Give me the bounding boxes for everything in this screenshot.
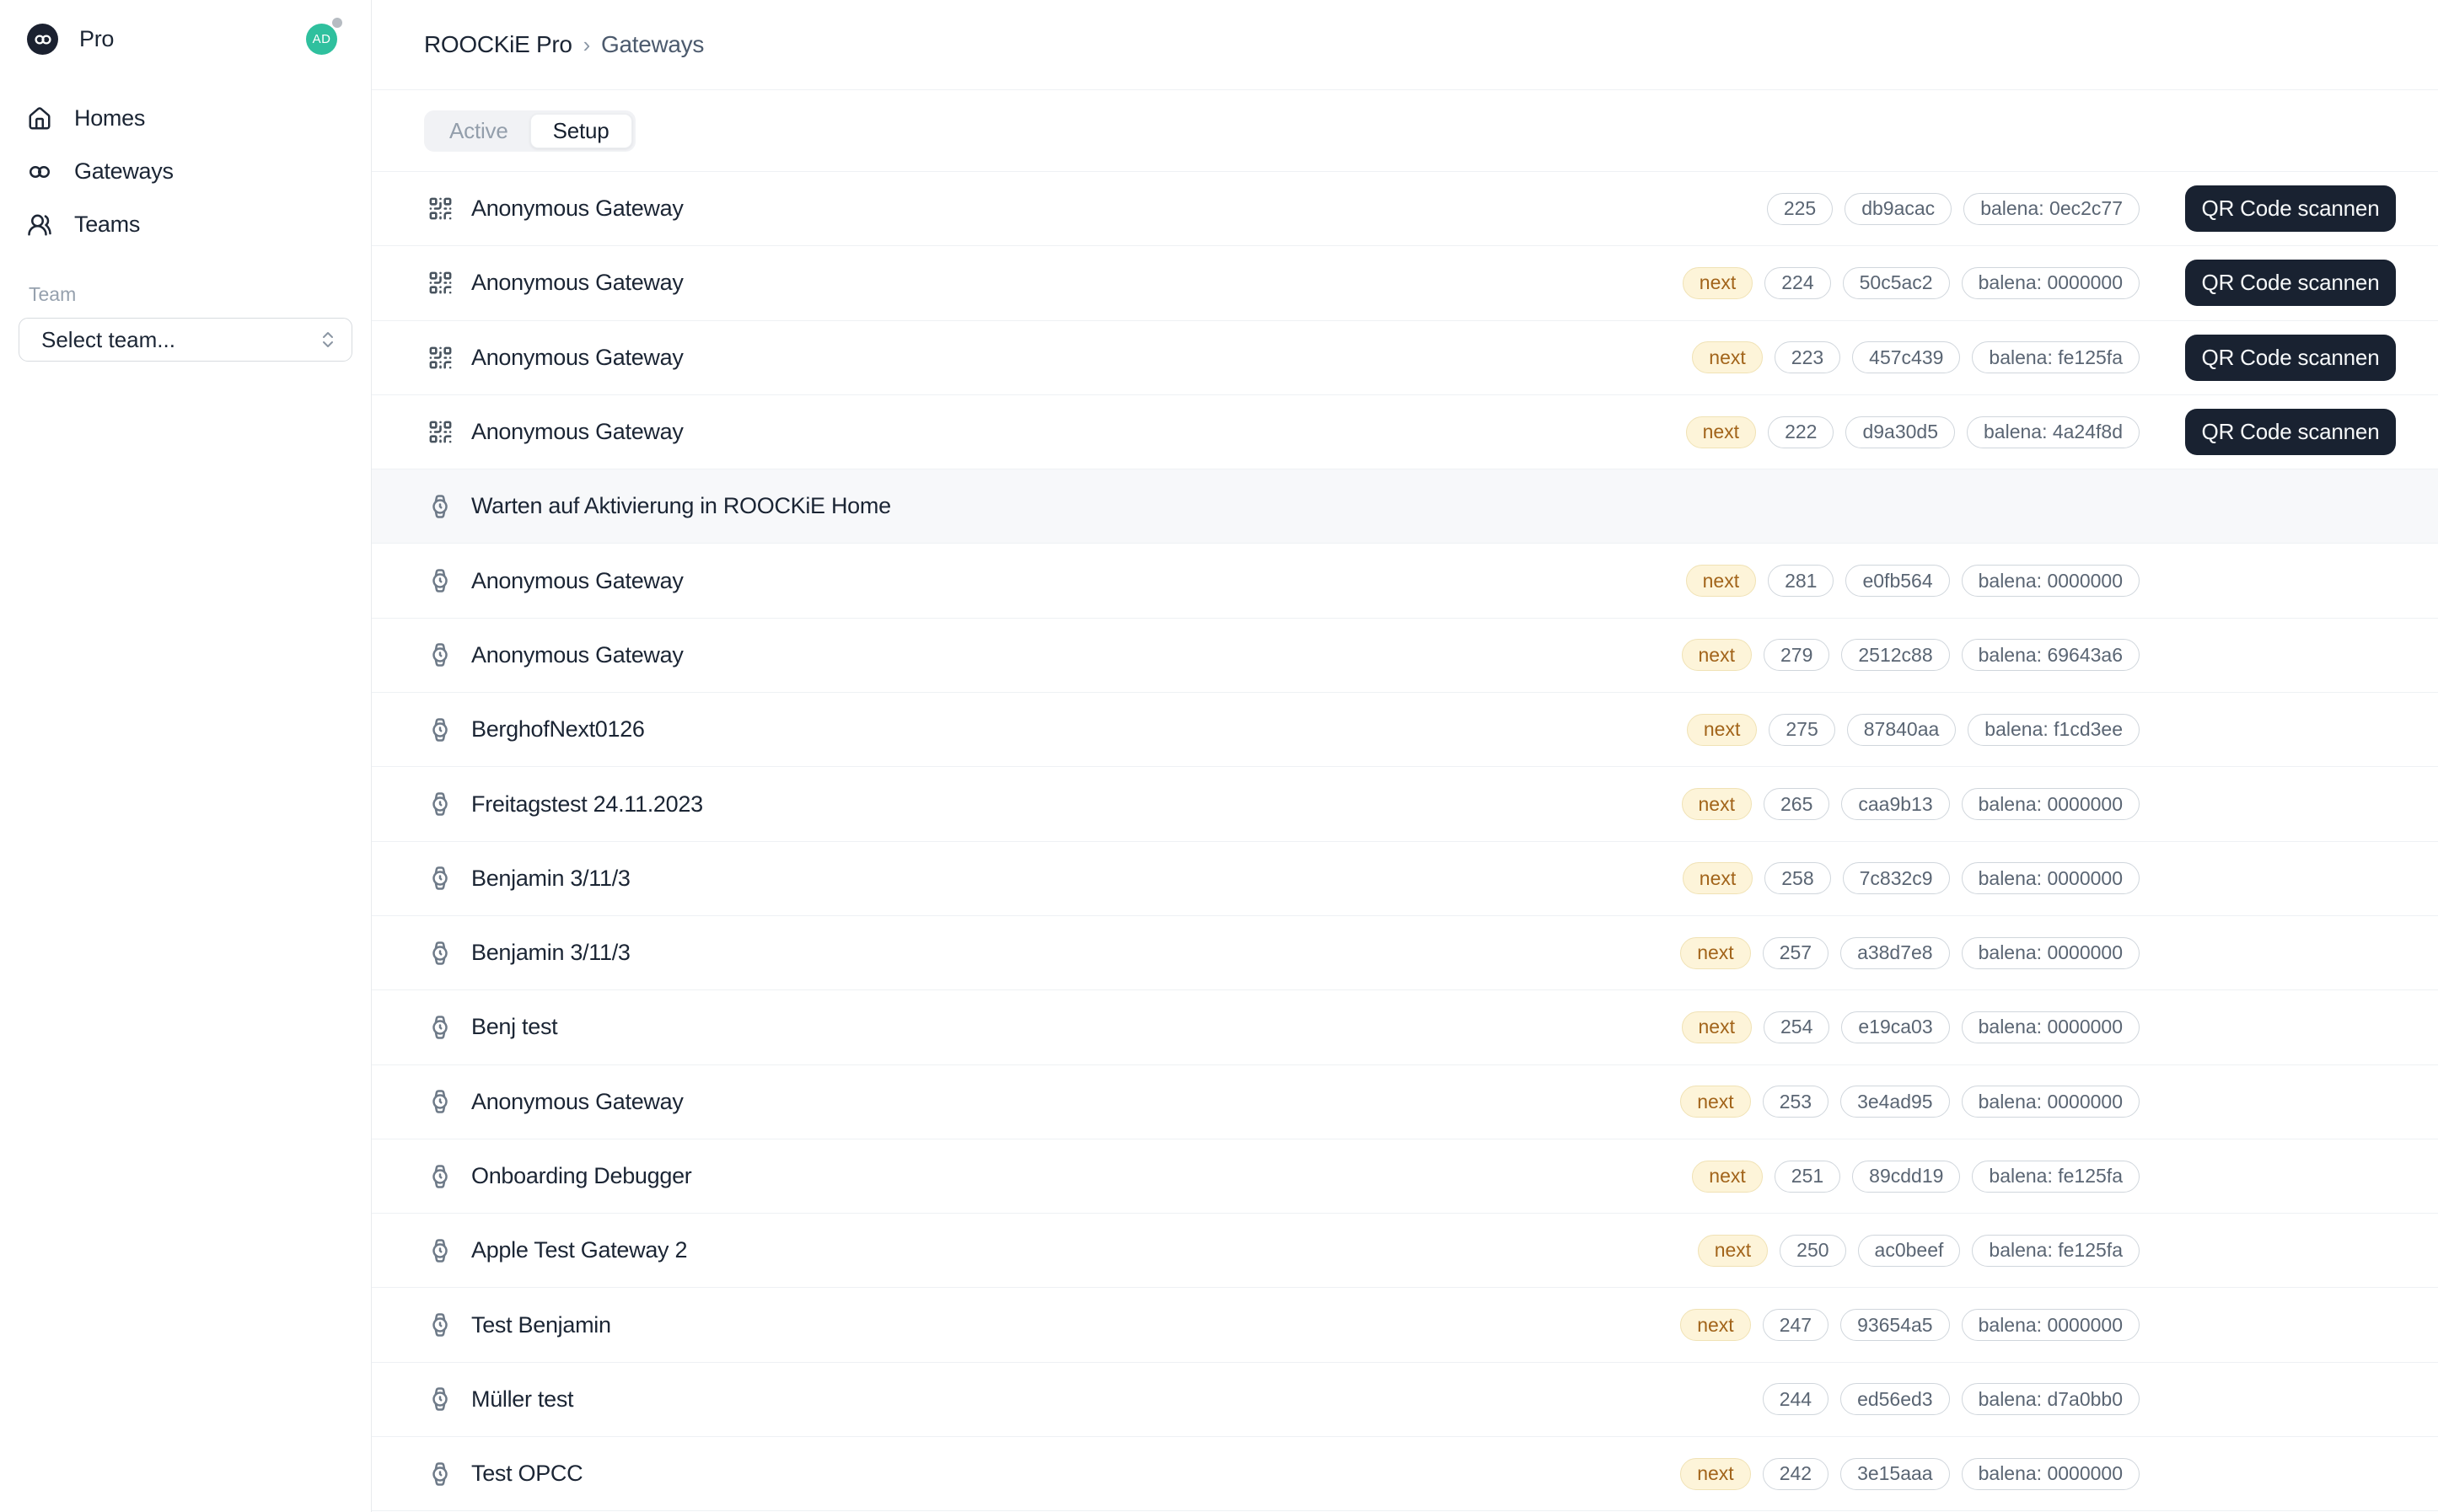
row-badges — [1692, 1161, 2140, 1193]
sidebar-nav — [0, 92, 371, 251]
gateway-table — [372, 171, 2438, 1512]
gateway-name: Freitagstest 24.11.2023 — [471, 791, 703, 817]
gateway-name: Test OPCC — [471, 1461, 583, 1487]
users-icon — [27, 212, 52, 238]
balena-badge: balena: 0000000 — [1962, 862, 2140, 894]
balena-badge: balena: 0000000 — [1962, 1011, 2140, 1043]
balena-badge: balena: 0000000 — [1962, 937, 2140, 969]
watch-icon — [426, 494, 454, 519]
balena-badge: balena: 0000000 — [1962, 1458, 2140, 1490]
table-row[interactable] — [372, 321, 2438, 395]
watch-icon — [426, 1164, 454, 1189]
number-badge: 265 — [1764, 788, 1829, 820]
team-section-label: Team — [29, 283, 77, 305]
next-badge: next — [1686, 416, 1756, 448]
number-badge: 225 — [1767, 193, 1833, 225]
watch-icon — [426, 1312, 454, 1338]
number-badge: 224 — [1764, 267, 1830, 299]
table-row[interactable] — [372, 693, 2438, 767]
hash-badge: 3e4ad95 — [1840, 1086, 1950, 1118]
breadcrumb — [424, 31, 704, 58]
row-badges — [1682, 1011, 2140, 1043]
gateway-name: Anonymous Gateway — [471, 344, 684, 370]
qr-scan-button[interactable]: QR Code scannen — [2185, 409, 2396, 455]
gateway-name: Test Benjamin — [471, 1311, 611, 1338]
gateway-name: Anonymous Gateway — [471, 270, 684, 296]
table-row[interactable] — [372, 916, 2438, 990]
table-row[interactable] — [372, 1139, 2438, 1214]
breadcrumb-root[interactable]: ROOCKiE Pro — [424, 31, 572, 57]
watch-icon — [426, 717, 454, 743]
number-badge: 223 — [1775, 341, 1840, 373]
balena-badge: balena: fe125fa — [1972, 1235, 2140, 1267]
number-badge: 279 — [1764, 639, 1829, 671]
hash-badge: caa9b13 — [1841, 788, 1949, 820]
sidebar-item-teams[interactable] — [19, 198, 352, 251]
balena-badge: balena: fe125fa — [1972, 1161, 2140, 1193]
watch-icon — [426, 1089, 454, 1114]
gateway-name: Onboarding Debugger — [471, 1163, 692, 1188]
balena-badge: balena: 0000000 — [1962, 1309, 2140, 1341]
next-badge: next — [1686, 565, 1756, 597]
brand[interactable] — [27, 24, 114, 55]
hash-badge: 50c5ac2 — [1843, 267, 1950, 299]
row-badges — [1680, 1309, 2140, 1341]
home-icon — [27, 106, 52, 131]
brand-name: Pro — [79, 26, 115, 51]
qr-button-slot — [2185, 185, 2396, 232]
table-row[interactable] — [372, 544, 2438, 618]
next-badge: next — [1680, 1086, 1750, 1118]
number-badge: 250 — [1780, 1235, 1845, 1267]
table-row[interactable] — [372, 767, 2438, 841]
sidebar-item-label: Homes — [74, 105, 146, 131]
section-row — [372, 469, 2438, 544]
table-row[interactable] — [372, 395, 2438, 469]
number-badge: 247 — [1763, 1309, 1828, 1341]
table-row[interactable] — [372, 1214, 2438, 1288]
qr-button-slot — [2185, 409, 2396, 455]
row-badges — [1687, 714, 2140, 746]
tab-setup[interactable]: Setup — [530, 114, 632, 148]
watch-icon — [426, 941, 454, 966]
table-row[interactable] — [372, 842, 2438, 916]
gateway-name: Anonymous Gateway — [471, 1088, 684, 1114]
qr-code-icon — [426, 196, 454, 222]
number-badge: 242 — [1763, 1458, 1828, 1490]
hash-badge: a38d7e8 — [1840, 937, 1950, 969]
row-badges — [1683, 267, 2140, 299]
row-badges — [1680, 1458, 2140, 1490]
sidebar-brand-row — [0, 24, 371, 55]
row-badges — [1680, 937, 2140, 969]
tabs-zone — [372, 90, 2438, 171]
roockie-logo-icon — [27, 24, 58, 55]
qr-button-slot — [2185, 335, 2396, 381]
gateway-name: Benjamin 3/11/3 — [471, 940, 631, 966]
balena-badge: balena: 0000000 — [1962, 788, 2140, 820]
gateway-name: Anonymous Gateway — [471, 641, 684, 668]
next-badge: next — [1692, 1161, 1762, 1193]
hash-badge: ed56ed3 — [1840, 1383, 1950, 1415]
main-content — [372, 0, 2438, 1512]
next-badge: next — [1682, 639, 1752, 671]
table-row[interactable] — [372, 1065, 2438, 1139]
hash-badge: 457c439 — [1852, 341, 1960, 373]
page-header — [372, 0, 2438, 90]
team-select[interactable] — [19, 318, 352, 362]
watch-icon — [426, 568, 454, 593]
qr-code-icon — [426, 419, 454, 445]
watch-icon — [426, 642, 454, 668]
next-badge: next — [1680, 1458, 1750, 1490]
table-row[interactable] — [372, 990, 2438, 1064]
tab-active[interactable]: Active — [427, 114, 530, 148]
next-badge: next — [1682, 1011, 1752, 1043]
number-badge: 222 — [1768, 416, 1834, 448]
next-badge: next — [1683, 862, 1753, 894]
row-badges — [1683, 862, 2140, 894]
hash-badge: 3e15aaa — [1840, 1458, 1950, 1490]
table-row[interactable] — [372, 1288, 2438, 1362]
hash-badge: 87840aa — [1847, 714, 1957, 746]
next-badge: next — [1682, 788, 1752, 820]
qr-code-icon — [426, 270, 454, 296]
gateway-name: Benjamin 3/11/3 — [471, 865, 631, 891]
row-badges — [1698, 1235, 2140, 1267]
gateway-name: Müller test — [471, 1386, 574, 1412]
chevrons-up-down-icon — [318, 330, 338, 350]
balena-badge: balena: 0000000 — [1962, 267, 2140, 299]
gateway-name: Anonymous Gateway — [471, 567, 684, 593]
next-badge: next — [1687, 714, 1757, 746]
next-badge: next — [1680, 1309, 1750, 1341]
watch-icon — [426, 1386, 454, 1412]
hash-badge: ac0beef — [1858, 1235, 1961, 1267]
balena-badge: balena: f1cd3ee — [1968, 714, 2140, 746]
gateway-name: Benj test — [471, 1014, 558, 1040]
row-badges — [1682, 639, 2140, 671]
next-badge: next — [1692, 341, 1762, 373]
table-row[interactable] — [372, 246, 2438, 320]
balena-badge: balena: 4a24f8d — [1967, 416, 2140, 448]
row-badges — [1692, 341, 2140, 373]
number-badge: 254 — [1764, 1011, 1829, 1043]
row-badges — [1680, 1086, 2140, 1118]
balena-badge: balena: d7a0bb0 — [1962, 1383, 2140, 1415]
hash-badge: 7c832c9 — [1843, 862, 1950, 894]
section-title: Warten auf Aktivierung in ROOCKiE Home — [471, 493, 891, 519]
gateway-name: Anonymous Gateway — [471, 419, 684, 445]
hash-badge: 89cdd19 — [1852, 1161, 1960, 1193]
sidebar-item-homes[interactable] — [19, 92, 352, 145]
hash-badge: e19ca03 — [1841, 1011, 1949, 1043]
hash-badge: d9a30d5 — [1845, 416, 1955, 448]
breadcrumb-separator: › — [583, 31, 590, 57]
row-badges — [1763, 1383, 2140, 1415]
gateway-name: Anonymous Gateway — [471, 196, 684, 222]
number-badge: 258 — [1764, 862, 1830, 894]
avatar-status-dot — [332, 18, 342, 28]
gateway-name: BerghofNext0126 — [471, 716, 645, 743]
next-badge: next — [1683, 267, 1753, 299]
number-badge: 251 — [1775, 1161, 1840, 1193]
watch-icon — [426, 791, 454, 817]
balena-badge: balena: 69643a6 — [1962, 639, 2140, 671]
balena-badge: balena: 0ec2c77 — [1963, 193, 2140, 225]
sidebar-item-label: Gateways — [74, 158, 174, 184]
balena-badge: balena: fe125fa — [1972, 341, 2140, 373]
hash-badge: 93654a5 — [1840, 1309, 1950, 1341]
balena-badge: balena: 0000000 — [1962, 1086, 2140, 1118]
table-row[interactable] — [372, 1363, 2438, 1437]
table-row[interactable] — [372, 1437, 2438, 1511]
hash-badge: db9acac — [1845, 193, 1952, 225]
team-select-value: Select team... — [41, 326, 175, 352]
watch-icon — [426, 1461, 454, 1487]
row-badges — [1767, 193, 2140, 225]
qr-scan-button[interactable]: QR Code scannen — [2185, 260, 2396, 306]
qr-button-slot — [2185, 260, 2396, 306]
table-row[interactable] — [372, 619, 2438, 693]
balena-badge: balena: 0000000 — [1962, 565, 2140, 597]
number-badge: 281 — [1768, 565, 1834, 597]
qr-scan-button[interactable]: QR Code scannen — [2185, 185, 2396, 232]
number-badge: 275 — [1769, 714, 1834, 746]
sidebar-item-label: Teams — [74, 212, 141, 237]
user-avatar[interactable]: AD — [306, 24, 337, 55]
avatar-wrap — [306, 24, 337, 55]
tabs — [424, 110, 636, 152]
qr-scan-button[interactable]: QR Code scannen — [2185, 335, 2396, 381]
breadcrumb-current: Gateways — [600, 31, 705, 57]
number-badge: 244 — [1763, 1383, 1828, 1415]
next-badge: next — [1698, 1235, 1768, 1267]
number-badge: 257 — [1763, 937, 1828, 969]
watch-icon — [426, 1015, 454, 1040]
watch-icon — [426, 1238, 454, 1263]
number-badge: 253 — [1763, 1086, 1828, 1118]
hash-badge: 2512c88 — [1841, 639, 1949, 671]
table-row[interactable] — [372, 172, 2438, 246]
sidebar — [0, 0, 372, 1512]
next-badge: next — [1680, 937, 1750, 969]
row-badges — [1686, 416, 2140, 448]
qr-code-icon — [426, 345, 454, 371]
gateway-name: Apple Test Gateway 2 — [471, 1237, 688, 1263]
sidebar-item-gateways[interactable] — [19, 145, 352, 198]
row-badges — [1686, 565, 2140, 597]
hash-badge: e0fb564 — [1845, 565, 1949, 597]
gateways-icon — [27, 159, 52, 185]
watch-icon — [426, 866, 454, 891]
row-badges — [1682, 788, 2140, 820]
